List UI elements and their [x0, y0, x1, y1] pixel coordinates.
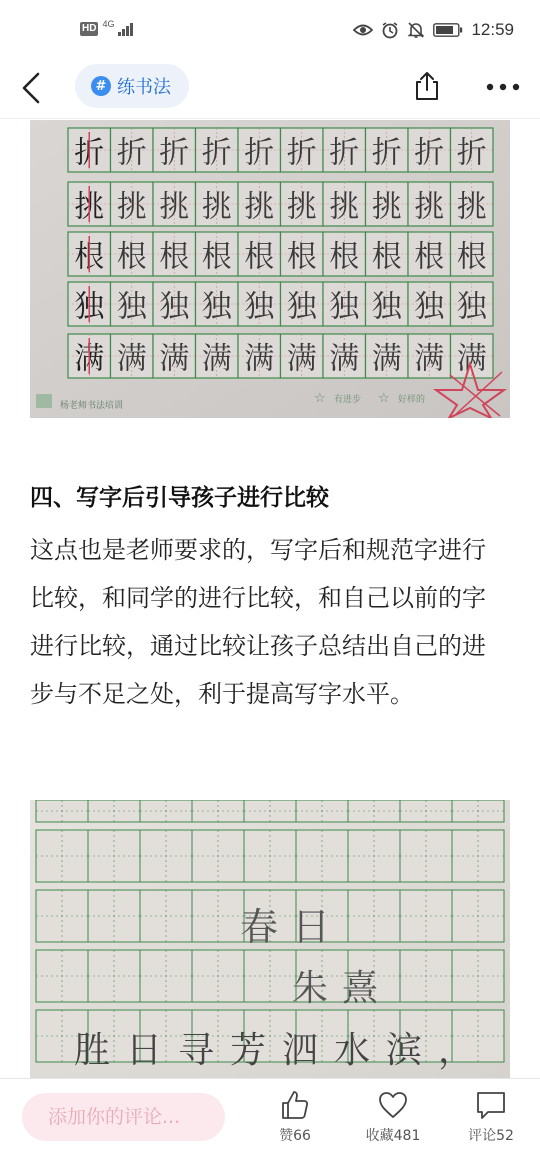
- comment-input[interactable]: 添加你的评论...: [22, 1093, 225, 1141]
- practice-character: 满: [159, 341, 190, 377]
- practice-character: 满: [456, 341, 487, 377]
- practice-character: 满: [329, 341, 360, 377]
- practice-character: 挑: [286, 189, 317, 225]
- practice-character: 折: [329, 135, 360, 171]
- comment-button[interactable]: [451, 1089, 531, 1149]
- comment-count: 评论52: [468, 1128, 514, 1144]
- practice-character: 折: [371, 135, 402, 171]
- practice-character: 折: [159, 135, 190, 171]
- practice-character: 折: [414, 135, 445, 171]
- practice-character: 挑: [456, 189, 487, 225]
- like-button[interactable]: [255, 1089, 335, 1149]
- mute-icon: [407, 21, 425, 39]
- favorite-count: 收藏481: [365, 1128, 421, 1144]
- favorite-button[interactable]: [353, 1089, 433, 1149]
- practice-character: 折: [116, 135, 147, 171]
- sheet-mark2: 好样的: [398, 395, 426, 405]
- clock: 12:59: [471, 20, 514, 39]
- practice-character: 满: [116, 341, 147, 377]
- practice-character: 根: [159, 239, 190, 275]
- share-icon[interactable]: [412, 70, 442, 102]
- practice-character: 根: [201, 239, 232, 275]
- poem-author: 朱熹: [292, 968, 393, 1009]
- eye-icon: [353, 23, 373, 37]
- practice-character: 满: [74, 341, 105, 377]
- practice-character: 挑: [74, 189, 105, 225]
- star-icon: ☆: [378, 391, 390, 406]
- sheet-mark1: 有进步: [334, 395, 362, 405]
- network-type: 4G: [102, 18, 115, 29]
- practice-character: 满: [201, 341, 232, 377]
- bottom-action-bar: [0, 1078, 540, 1156]
- practice-character: 根: [74, 239, 105, 275]
- practice-character: 根: [116, 239, 147, 275]
- comment-icon: [475, 1089, 507, 1121]
- practice-character: 满: [244, 341, 275, 377]
- handwriting-practice-image: [30, 120, 510, 418]
- practice-character: 满: [414, 341, 445, 377]
- practice-character: 独: [414, 289, 445, 325]
- practice-character: 根: [414, 239, 445, 275]
- top-nav-bar: [0, 60, 540, 119]
- practice-character: 独: [159, 289, 190, 325]
- practice-character: 挑: [414, 189, 445, 225]
- signal-icon: [118, 22, 133, 36]
- practice-character: 挑: [329, 189, 360, 225]
- battery-icon: [433, 23, 463, 37]
- favorite-icon: [377, 1089, 409, 1121]
- poem-practice-image: [30, 800, 510, 1080]
- practice-character: 独: [371, 289, 402, 325]
- alarm-icon: [381, 21, 399, 39]
- practice-character: 独: [74, 289, 105, 325]
- status-bar: [0, 0, 540, 60]
- section-heading: 四、写字后引导孩子进行比较: [30, 485, 329, 511]
- hashtag-icon: #: [91, 76, 111, 96]
- practice-character: 挑: [371, 189, 402, 225]
- star-icon: ☆: [314, 391, 326, 406]
- back-arrow-icon[interactable]: [18, 70, 48, 106]
- practice-character: 挑: [201, 189, 232, 225]
- practice-character: 折: [201, 135, 232, 171]
- practice-character: 根: [371, 239, 402, 275]
- practice-character: 折: [74, 135, 105, 171]
- status-right: [353, 18, 514, 42]
- topic-chip-label: 练书法: [117, 77, 171, 98]
- poem-title: 春日: [240, 905, 345, 949]
- practice-character: 满: [371, 341, 402, 377]
- practice-character: 独: [456, 289, 487, 325]
- practice-character: 挑: [159, 189, 190, 225]
- hd-badge: HD: [82, 23, 97, 34]
- practice-character: 折: [286, 135, 317, 171]
- like-count: 赞66: [279, 1128, 311, 1144]
- status-left: [80, 18, 133, 36]
- practice-character: 独: [244, 289, 275, 325]
- practice-character: 独: [329, 289, 360, 325]
- sheet-brand: 杨老师书法培训: [60, 401, 124, 411]
- practice-character: 满: [286, 341, 317, 377]
- practice-character: 独: [201, 289, 232, 325]
- practice-character: 挑: [116, 189, 147, 225]
- practice-character: 挑: [244, 189, 275, 225]
- practice-character: 根: [456, 239, 487, 275]
- practice-character: 折: [244, 135, 275, 171]
- practice-character: 独: [286, 289, 317, 325]
- practice-character: 根: [329, 239, 360, 275]
- topic-chip[interactable]: [75, 64, 189, 108]
- practice-character: 根: [286, 239, 317, 275]
- article-paragraph: 这点也是老师要求的，写字后和规范字进行比较，和同学的进行比较，和自己以前的字进行比较，通过比较让孩子总结出自己的进步与不足之处，利于提高写字水平。: [30, 536, 486, 708]
- poem-verse: 胜日寻芳泗水滨，: [74, 1030, 491, 1071]
- practice-character: 根: [244, 239, 275, 275]
- like-icon: [279, 1089, 311, 1121]
- practice-character: 折: [456, 135, 487, 171]
- practice-character: 独: [116, 289, 147, 325]
- more-icon[interactable]: [486, 83, 520, 91]
